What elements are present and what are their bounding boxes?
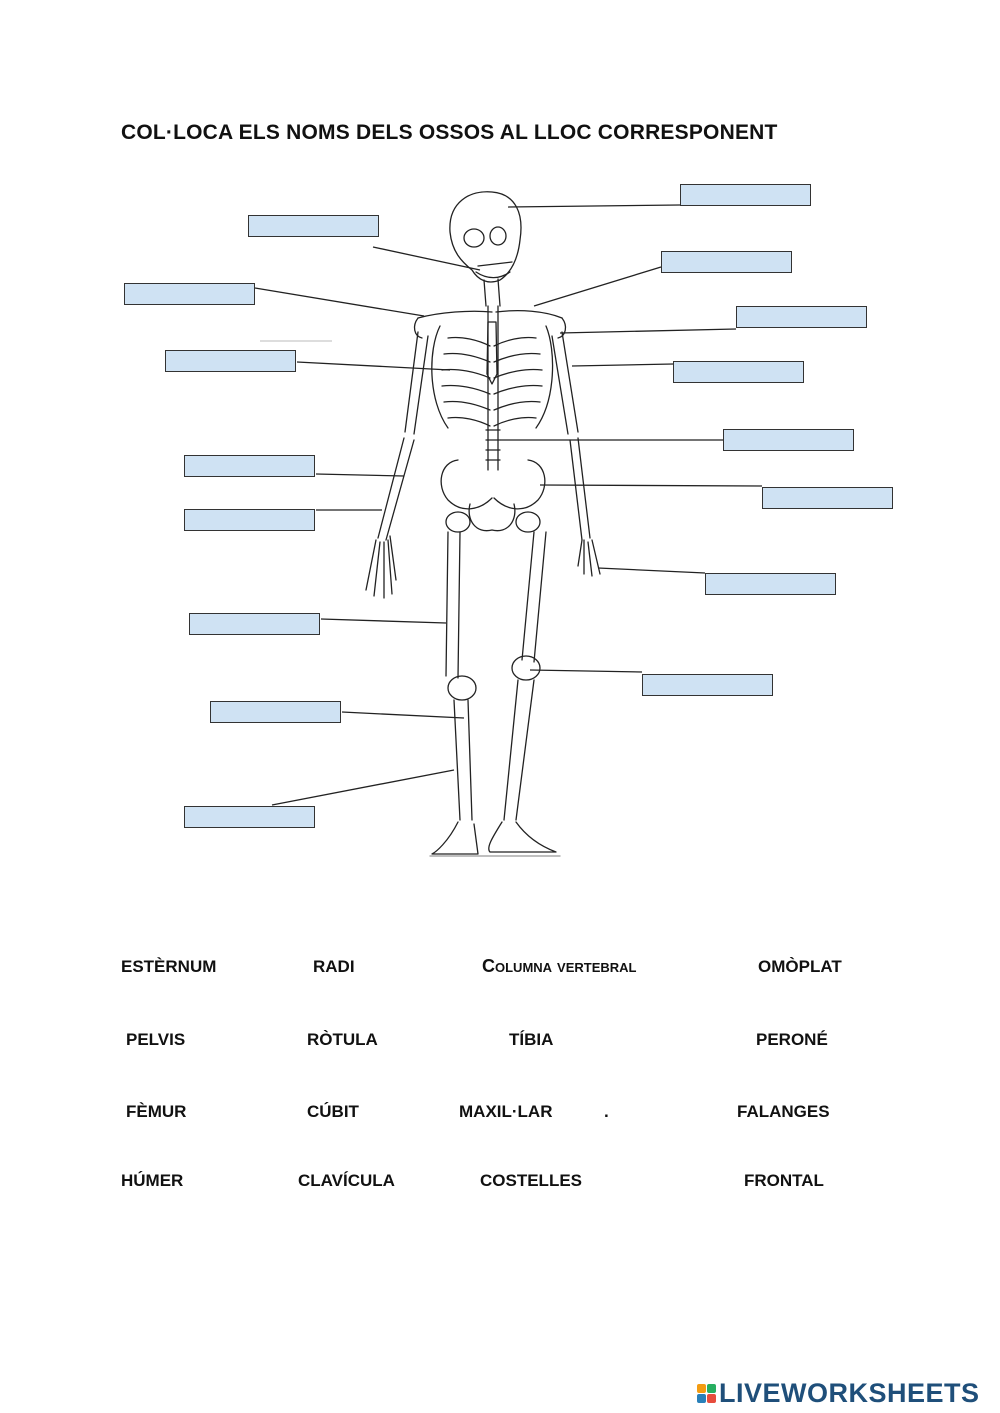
- answer-box-10[interactable]: [124, 283, 255, 305]
- answer-box-14[interactable]: [189, 613, 320, 635]
- answer-box-4[interactable]: [673, 361, 804, 383]
- word-femur: FÈMUR: [126, 1102, 187, 1121]
- answer-box-7[interactable]: [705, 573, 836, 595]
- answer-box-8[interactable]: [642, 674, 773, 696]
- answer-box-6[interactable]: [762, 487, 893, 509]
- answer-box-2[interactable]: [661, 251, 792, 273]
- word-perone: PERONÉ: [756, 1030, 828, 1049]
- answer-box-13[interactable]: [184, 509, 315, 531]
- answer-box-16[interactable]: [184, 806, 315, 828]
- answer-box-12[interactable]: [184, 455, 315, 477]
- word-costelles: COSTELLES: [480, 1171, 583, 1190]
- word-esternum: ESTÈRNUM: [121, 957, 217, 976]
- answer-box-15[interactable]: [210, 701, 341, 723]
- word-humer: HÚMER: [121, 1171, 184, 1190]
- liveworksheets-logo: [697, 1378, 980, 1408]
- word-columna-vertebral: Columna vertebral: [482, 956, 637, 976]
- liveworksheets-logo-icon: [697, 1384, 716, 1403]
- word-frontal: FRONTAL: [744, 1171, 824, 1190]
- word-omoplat: OMÒPLAT: [758, 957, 842, 976]
- answer-box-9[interactable]: [248, 215, 379, 237]
- answer-box-3[interactable]: [736, 306, 867, 328]
- word-rotula: RÒTULA: [307, 1030, 378, 1049]
- answer-box-5[interactable]: [723, 429, 854, 451]
- word-cubit: CÚBIT: [307, 1102, 359, 1121]
- word-falanges: FALANGES: [737, 1102, 830, 1121]
- word-pelvis: PELVIS: [126, 1030, 186, 1049]
- word-maxillar: MAXIL·LAR: [459, 1102, 553, 1121]
- page-title: COL·LOCA ELS NOMS DELS OSSOS AL LLOC CORRESPONENT: [121, 121, 778, 144]
- stray-dot: .: [604, 1102, 609, 1121]
- brand-name: LIVEWORKSHEETS: [719, 1377, 980, 1408]
- answer-box-11[interactable]: [165, 350, 296, 372]
- word-tibia: TÍBIA: [509, 1030, 554, 1049]
- word-clavicula: CLAVÍCULA: [298, 1171, 395, 1190]
- answer-box-1[interactable]: [680, 184, 811, 206]
- word-radi: RADI: [313, 957, 355, 976]
